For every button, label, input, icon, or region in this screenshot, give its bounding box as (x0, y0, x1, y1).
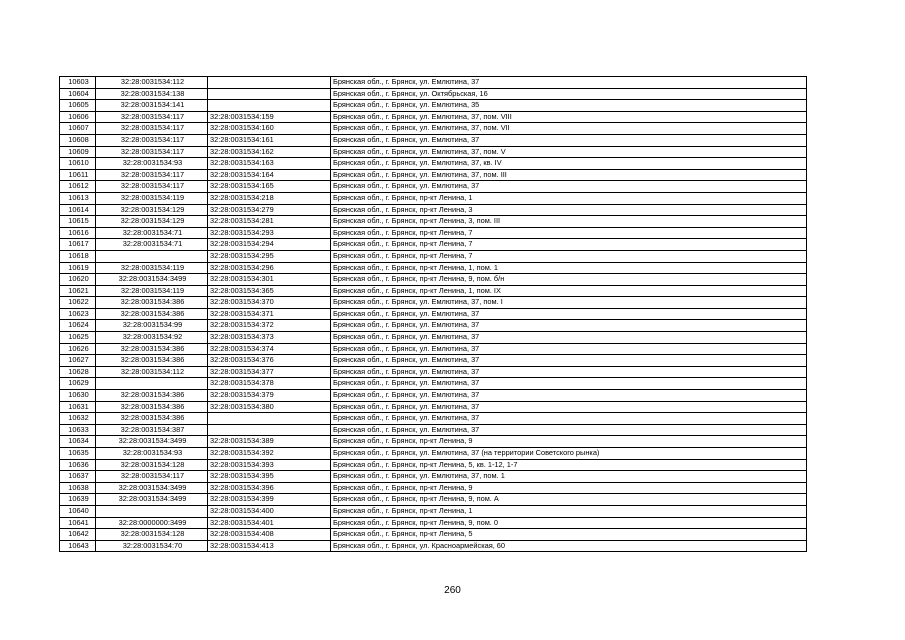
parcel-cadastral-cell: 32:28:0031534:386 (96, 297, 208, 309)
parcel-cadastral-cell: 32:28:0031534:3499 (96, 482, 208, 494)
address-cell: Брянская обл., г. Брянск, ул. Емлютина, 37 (331, 366, 807, 378)
address-cell: Брянская обл., г. Брянск, ул. Емлютина, 37, пом. VII (331, 123, 807, 135)
address-cell: Брянская обл., г. Брянск, пр-кт Ленина, 5, кв. 1-12, 1-7 (331, 459, 807, 471)
parcel-cadastral-cell: 32:28:0031534:112 (96, 77, 208, 89)
address-cell: Брянская обл., г. Брянск, ул. Емлютина, 37 (331, 134, 807, 146)
table-row (60, 216, 807, 228)
row-number-cell: 10642 (60, 529, 96, 541)
table-row (60, 540, 807, 552)
object-cadastral-cell: 32:28:0031534:218 (208, 192, 331, 204)
object-cadastral-cell: 32:28:0031534:392 (208, 448, 331, 460)
address-cell: Брянская обл., г. Брянск, пр-кт Ленина, 5 (331, 529, 807, 541)
parcel-cadastral-cell: 32:28:0031534:117 (96, 134, 208, 146)
address-cell: Брянская обл., г. Брянск, пр-кт Ленина, 9 (331, 436, 807, 448)
address-cell: Брянская обл., г. Брянск, ул. Емлютина, 37 (331, 181, 807, 193)
object-cadastral-cell: 32:28:0031534:374 (208, 343, 331, 355)
address-cell: Брянская обл., г. Брянск, пр-кт Ленина, 7 (331, 239, 807, 251)
object-cadastral-cell: 32:28:0031534:164 (208, 169, 331, 181)
parcel-cadastral-cell: 32:28:0031534:141 (96, 100, 208, 112)
object-cadastral-cell (208, 100, 331, 112)
table-row (60, 390, 807, 402)
address-cell: Брянская обл., г. Брянск, ул. Емлютина, 37 (331, 401, 807, 413)
table-row (60, 169, 807, 181)
row-number-cell: 10631 (60, 401, 96, 413)
table-row (60, 366, 807, 378)
address-cell: Брянская обл., г. Брянск, пр-кт Ленина, 7 (331, 250, 807, 262)
parcel-cadastral-cell: 32:28:0031534:386 (96, 413, 208, 425)
table-row (60, 204, 807, 216)
table-row (60, 517, 807, 529)
row-number-cell: 10627 (60, 355, 96, 367)
row-number-cell: 10634 (60, 436, 96, 448)
row-number-cell: 10622 (60, 297, 96, 309)
row-number-cell: 10606 (60, 111, 96, 123)
object-cadastral-cell: 32:28:0031534:373 (208, 332, 331, 344)
address-cell: Брянская обл., г. Брянск, пр-кт Ленина, 9, пом. б/н (331, 274, 807, 286)
table-row (60, 401, 807, 413)
table-row (60, 355, 807, 367)
address-cell: Брянская обл., г. Брянск, ул. Емлютина, 37 (331, 332, 807, 344)
parcel-cadastral-cell: 32:28:0031534:386 (96, 343, 208, 355)
parcel-cadastral-cell: 32:28:0031534:93 (96, 158, 208, 170)
object-cadastral-cell: 32:28:0031534:393 (208, 459, 331, 471)
object-cadastral-cell: 32:28:0031534:296 (208, 262, 331, 274)
object-cadastral-cell: 32:28:0031534:295 (208, 250, 331, 262)
address-cell: Брянская обл., г. Брянск, пр-кт Ленина, 9, пом. 0 (331, 517, 807, 529)
table-row (60, 123, 807, 135)
row-number-cell: 10638 (60, 482, 96, 494)
object-cadastral-cell: 32:28:0031534:162 (208, 146, 331, 158)
parcel-cadastral-cell: 32:28:0031534:128 (96, 529, 208, 541)
address-cell: Брянская обл., г. Брянск, пр-кт Ленина, 9 (331, 482, 807, 494)
object-cadastral-cell (208, 77, 331, 89)
object-cadastral-cell: 32:28:0031534:365 (208, 285, 331, 297)
object-cadastral-cell: 32:28:0031534:165 (208, 181, 331, 193)
parcel-cadastral-cell (96, 505, 208, 517)
row-number-cell: 10643 (60, 540, 96, 552)
parcel-cadastral-cell: 32:28:0031534:117 (96, 146, 208, 158)
row-number-cell: 10612 (60, 181, 96, 193)
parcel-cadastral-cell: 32:28:0031534:386 (96, 390, 208, 402)
row-number-cell: 10610 (60, 158, 96, 170)
address-cell: Брянская обл., г. Брянск, пр-кт Ленина, 1 (331, 505, 807, 517)
parcel-cadastral-cell: 32:28:0031534:119 (96, 285, 208, 297)
parcel-cadastral-cell: 32:28:0031534:117 (96, 181, 208, 193)
object-cadastral-cell: 32:28:0031534:161 (208, 134, 331, 146)
parcel-cadastral-cell: 32:28:0031534:3499 (96, 494, 208, 506)
row-number-cell: 10613 (60, 192, 96, 204)
parcel-cadastral-cell: 32:28:0031534:71 (96, 239, 208, 251)
table-row (60, 320, 807, 332)
table-row (60, 378, 807, 390)
table-row (60, 459, 807, 471)
table-row (60, 146, 807, 158)
row-number-cell: 10630 (60, 390, 96, 402)
object-cadastral-cell: 32:28:0031534:400 (208, 505, 331, 517)
table-row (60, 471, 807, 483)
object-cadastral-cell: 32:28:0031534:401 (208, 517, 331, 529)
address-cell: Брянская обл., г. Брянск, ул. Емлютина, 37, пом. VIII (331, 111, 807, 123)
table-row (60, 77, 807, 89)
parcel-cadastral-cell: 32:28:0000000:3499 (96, 517, 208, 529)
table-row (60, 227, 807, 239)
address-cell: Брянская обл., г. Брянск, пр-кт Ленина, 3, пом. III (331, 216, 807, 228)
object-cadastral-cell: 32:28:0031534:379 (208, 390, 331, 402)
row-number-cell: 10605 (60, 100, 96, 112)
parcel-cadastral-cell: 32:28:0031534:117 (96, 111, 208, 123)
address-cell: Брянская обл., г. Брянск, ул. Емлютина, 37, пом. I (331, 297, 807, 309)
object-cadastral-cell: 32:28:0031534:372 (208, 320, 331, 332)
page-number: 260 (444, 585, 461, 596)
table-row (60, 413, 807, 425)
address-cell: Брянская обл., г. Брянск, ул. Емлютина, 37, пом. III (331, 169, 807, 181)
address-cell: Брянская обл., г. Брянск, ул. Красноармейская, 60 (331, 540, 807, 552)
parcel-cadastral-cell: 32:28:0031534:92 (96, 332, 208, 344)
address-cell: Брянская обл., г. Брянск, пр-кт Ленина, 9, пом. А (331, 494, 807, 506)
parcel-cadastral-cell: 32:28:0031534:129 (96, 204, 208, 216)
table-row (60, 297, 807, 309)
row-number-cell: 10632 (60, 413, 96, 425)
row-number-cell: 10639 (60, 494, 96, 506)
object-cadastral-cell: 32:28:0031534:376 (208, 355, 331, 367)
table-row (60, 505, 807, 517)
parcel-cadastral-cell: 32:28:0031534:71 (96, 227, 208, 239)
address-cell: Брянская обл., г. Брянск, пр-кт Ленина, 1, пом. 1 (331, 262, 807, 274)
table-row (60, 424, 807, 436)
object-cadastral-cell: 32:28:0031534:163 (208, 158, 331, 170)
table-row (60, 436, 807, 448)
address-cell: Брянская обл., г. Брянск, ул. Емлютина, 37 (331, 390, 807, 402)
table-row (60, 308, 807, 320)
object-cadastral-cell: 32:28:0031534:395 (208, 471, 331, 483)
address-cell: Брянская обл., г. Брянск, ул. Емлютина, 37, кв. IV (331, 158, 807, 170)
object-cadastral-cell: 32:28:0031534:281 (208, 216, 331, 228)
parcel-cadastral-cell (96, 378, 208, 390)
object-cadastral-cell (208, 413, 331, 425)
parcel-cadastral-cell: 32:28:0031534:93 (96, 448, 208, 460)
object-cadastral-cell: 32:28:0031534:279 (208, 204, 331, 216)
parcel-cadastral-cell: 32:28:0031534:3499 (96, 274, 208, 286)
table-row (60, 100, 807, 112)
parcel-cadastral-cell: 32:28:0031534:3499 (96, 436, 208, 448)
registry-table (59, 76, 807, 552)
address-cell: Брянская обл., г. Брянск, ул. Емлютина, 37 (331, 343, 807, 355)
object-cadastral-cell (208, 88, 331, 100)
parcel-cadastral-cell: 32:28:0031534:117 (96, 471, 208, 483)
address-cell: Брянская обл., г. Брянск, ул. Емлютина, 37, пом. V (331, 146, 807, 158)
object-cadastral-cell: 32:28:0031534:380 (208, 401, 331, 413)
table-row (60, 343, 807, 355)
registry-table-body (60, 77, 807, 552)
row-number-cell: 10635 (60, 448, 96, 460)
object-cadastral-cell: 32:28:0031534:408 (208, 529, 331, 541)
address-cell: Брянская обл., г. Брянск, ул. Емлютина, 37 (331, 424, 807, 436)
row-number-cell: 10628 (60, 366, 96, 378)
row-number-cell: 10607 (60, 123, 96, 135)
row-number-cell: 10629 (60, 378, 96, 390)
row-number-cell: 10619 (60, 262, 96, 274)
row-number-cell: 10626 (60, 343, 96, 355)
address-cell: Брянская обл., г. Брянск, пр-кт Ленина, 3 (331, 204, 807, 216)
table-row (60, 529, 807, 541)
address-cell: Брянская обл., г. Брянск, ул. Емлютина, 37 (331, 378, 807, 390)
row-number-cell: 10604 (60, 88, 96, 100)
address-cell: Брянская обл., г. Брянск, пр-кт Ленина, 1 (331, 192, 807, 204)
row-number-cell: 10637 (60, 471, 96, 483)
row-number-cell: 10615 (60, 216, 96, 228)
row-number-cell: 10616 (60, 227, 96, 239)
table-row (60, 448, 807, 460)
parcel-cadastral-cell: 32:28:0031534:138 (96, 88, 208, 100)
object-cadastral-cell: 32:28:0031534:399 (208, 494, 331, 506)
parcel-cadastral-cell: 32:28:0031534:129 (96, 216, 208, 228)
table-row (60, 239, 807, 251)
row-number-cell: 10641 (60, 517, 96, 529)
row-number-cell: 10633 (60, 424, 96, 436)
address-cell: Брянская обл., г. Брянск, пр-кт Ленина, 7 (331, 227, 807, 239)
address-cell: Брянская обл., г. Брянск, ул. Емлютина, 37 (331, 308, 807, 320)
object-cadastral-cell: 32:28:0031534:377 (208, 366, 331, 378)
row-number-cell: 10624 (60, 320, 96, 332)
parcel-cadastral-cell: 32:28:0031534:119 (96, 262, 208, 274)
object-cadastral-cell: 32:28:0031534:396 (208, 482, 331, 494)
row-number-cell: 10636 (60, 459, 96, 471)
row-number-cell: 10608 (60, 134, 96, 146)
table-row (60, 285, 807, 297)
address-cell: Брянская обл., г. Брянск, ул. Емлютина, 37 (на территории Советского рынка) (331, 448, 807, 460)
table-row (60, 250, 807, 262)
row-number-cell: 10611 (60, 169, 96, 181)
parcel-cadastral-cell: 32:28:0031534:386 (96, 355, 208, 367)
object-cadastral-cell: 32:28:0031534:301 (208, 274, 331, 286)
table-row (60, 181, 807, 193)
table-row (60, 332, 807, 344)
row-number-cell: 10618 (60, 250, 96, 262)
table-row (60, 494, 807, 506)
address-cell: Брянская обл., г. Брянск, пр-кт Ленина, 1, пом. IX (331, 285, 807, 297)
object-cadastral-cell: 32:28:0031534:389 (208, 436, 331, 448)
row-number-cell: 10617 (60, 239, 96, 251)
table-row (60, 192, 807, 204)
parcel-cadastral-cell: 32:28:0031534:119 (96, 192, 208, 204)
table-row (60, 158, 807, 170)
row-number-cell: 10625 (60, 332, 96, 344)
parcel-cadastral-cell: 32:28:0031534:387 (96, 424, 208, 436)
address-cell: Брянская обл., г. Брянск, ул. Емлютина, 37 (331, 355, 807, 367)
row-number-cell: 10621 (60, 285, 96, 297)
parcel-cadastral-cell: 32:28:0031534:99 (96, 320, 208, 332)
object-cadastral-cell (208, 424, 331, 436)
object-cadastral-cell: 32:28:0031534:160 (208, 123, 331, 135)
row-number-cell: 10620 (60, 274, 96, 286)
row-number-cell: 10603 (60, 77, 96, 89)
address-cell: Брянская обл., г. Брянск, ул. Емлютина, 37 (331, 77, 807, 89)
row-number-cell: 10640 (60, 505, 96, 517)
address-cell: Брянская обл., г. Брянск, ул. Октябрьская, 16 (331, 88, 807, 100)
parcel-cadastral-cell: 32:28:0031534:112 (96, 366, 208, 378)
object-cadastral-cell: 32:28:0031534:294 (208, 239, 331, 251)
parcel-cadastral-cell (96, 250, 208, 262)
address-cell: Брянская обл., г. Брянск, ул. Емлютина, 37 (331, 413, 807, 425)
table-row (60, 88, 807, 100)
table-row (60, 111, 807, 123)
table-row (60, 274, 807, 286)
address-cell: Брянская обл., г. Брянск, ул. Емлютина, 37, пом. 1 (331, 471, 807, 483)
address-cell: Брянская обл., г. Брянск, ул. Емлютина, 35 (331, 100, 807, 112)
address-cell: Брянская обл., г. Брянск, ул. Емлютина, 37 (331, 320, 807, 332)
table-row (60, 134, 807, 146)
parcel-cadastral-cell: 32:28:0031534:386 (96, 308, 208, 320)
parcel-cadastral-cell: 32:28:0031534:117 (96, 123, 208, 135)
table-row (60, 262, 807, 274)
parcel-cadastral-cell: 32:28:0031534:70 (96, 540, 208, 552)
parcel-cadastral-cell: 32:28:0031534:128 (96, 459, 208, 471)
parcel-cadastral-cell: 32:28:0031534:117 (96, 169, 208, 181)
object-cadastral-cell: 32:28:0031534:413 (208, 540, 331, 552)
row-number-cell: 10609 (60, 146, 96, 158)
object-cadastral-cell: 32:28:0031534:293 (208, 227, 331, 239)
row-number-cell: 10623 (60, 308, 96, 320)
parcel-cadastral-cell: 32:28:0031534:386 (96, 401, 208, 413)
table-row (60, 482, 807, 494)
object-cadastral-cell: 32:28:0031534:371 (208, 308, 331, 320)
object-cadastral-cell: 32:28:0031534:378 (208, 378, 331, 390)
object-cadastral-cell: 32:28:0031534:370 (208, 297, 331, 309)
object-cadastral-cell: 32:28:0031534:159 (208, 111, 331, 123)
row-number-cell: 10614 (60, 204, 96, 216)
